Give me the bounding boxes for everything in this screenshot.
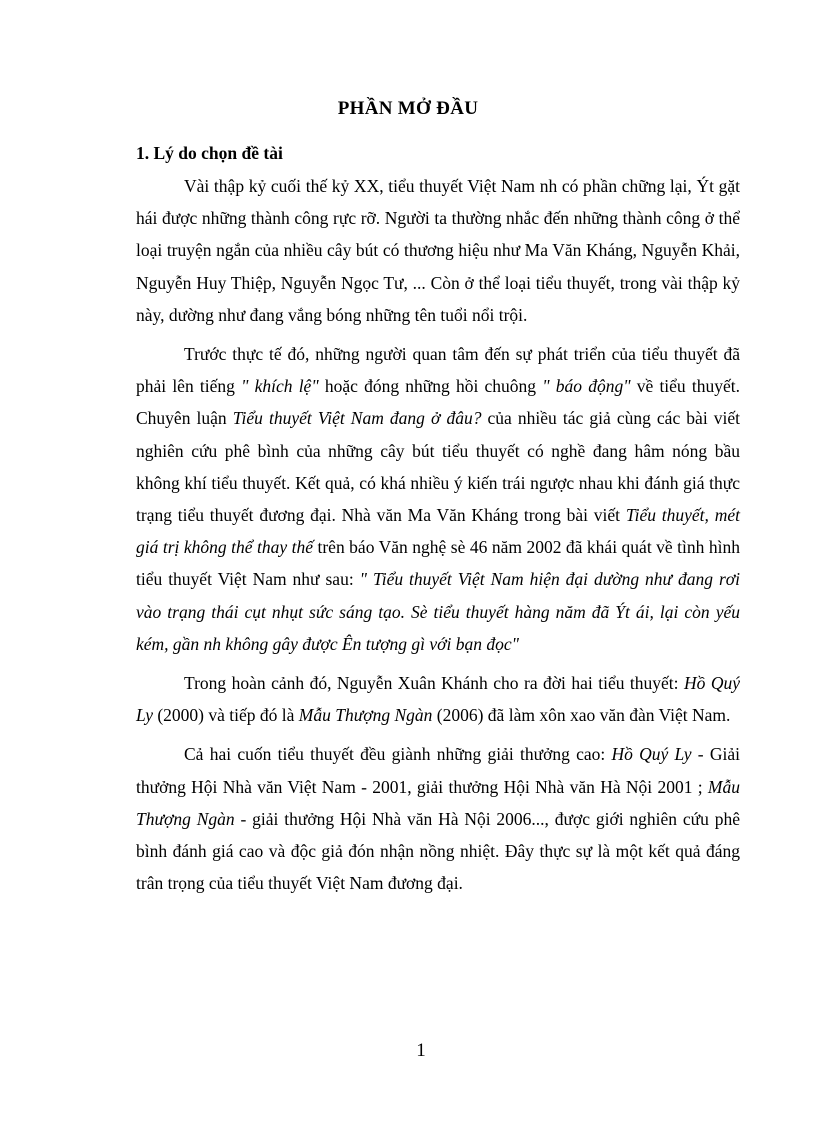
quotation: " Tiểu thuyết Việt Nam hiện đại dường như đang rơi vào trạng thái cụt nhụt sức sáng tạo. Sè tiểu thuyết hàng năm đã Ýt ái, lại còn yếu kém, gần nh không gây được Ên tượng gì với bạn đọc" bbox=[136, 569, 741, 654]
paragraph-2 bbox=[136, 338, 740, 660]
paragraph-2-text: Trước thực tế đó, những người quan tâm đến sự phát triển của tiểu thuyết đã phải lên tiếng bbox=[136, 344, 740, 397]
paragraph-4-text: - giải thưởng Hội Nhà văn Hà Nội 2006..., được giới nghiên cứu phê bình đánh giá cao và độc giả đón nhận nồng nhiệt. Đây thực sự là một kết quả đáng trân trọng của tiểu thuyết Việt Nam đương đại. bbox=[136, 808, 740, 894]
paragraph-3-text: (2000) và tiếp đó là bbox=[152, 705, 299, 726]
paragraph-4-text: - Giải thưởng Hội Nhà văn Việt Nam - 2001, giải thưởng Hội Nhà văn Hà Nội 2001 ; bbox=[136, 744, 740, 797]
paragraph-3-text: Trong hoàn cảnh đó, Nguyễn Xuân Khánh cho ra đời hai tiểu thuyết: bbox=[184, 673, 684, 694]
page-title: PHẦN MỞ ĐẦU bbox=[337, 98, 479, 119]
paragraph-1 bbox=[136, 170, 740, 331]
paragraph-2-text: trên báo Văn nghệ sè 46 năm 2002 đã khái quát về tình hình tiểu thuyết Việt Nam như sau: bbox=[136, 537, 740, 590]
book-title: Hồ Quý Ly bbox=[136, 673, 741, 726]
paragraph-2-text: về tiểu thuyết. Chuyên luận bbox=[136, 376, 740, 429]
paragraph-1-text: Vài thập kỷ cuối thế kỷ XX, tiểu thuyết Việt Nam nh có phần chững lại, Ýt gặt hái được những thành công rực rỡ. Người ta thường nhắc đến những thành công ở thể loại truyện ngắn của nhiều cây bút có thương hiệu như Ma Văn Kháng, Nguyễn Khải, Nguyễn Huy Thiệp, Nguyễn Ngọc Tư, ... Còn ở thể loại tiểu thuyết, trong vài thập kỷ này, dường như đang vắng bóng những tên tuổi nổi trội. bbox=[136, 176, 740, 325]
quote-bao-dong: " báo động" bbox=[542, 376, 631, 397]
body-text bbox=[136, 170, 740, 899]
book-title: Mẫu Thượng Ngàn bbox=[298, 705, 433, 726]
article-title: Tiểu thuyết, mét giá trị không thể thay thế bbox=[136, 505, 740, 558]
paragraph-2-text: hoặc đóng những hồi chuông bbox=[318, 376, 543, 397]
book-title: Mẫu Thượng Ngàn bbox=[136, 776, 740, 829]
paragraph-4-text: Cả hai cuốn tiểu thuyết đều giành những giải thưởng cao: bbox=[184, 744, 612, 765]
page-number: 1 bbox=[416, 1040, 426, 1061]
paragraph-3 bbox=[136, 667, 740, 731]
book-title: Tiểu thuyết Việt Nam đang ở đâu? bbox=[232, 408, 482, 429]
section-heading: 1. Lý do chọn đề tài bbox=[136, 143, 283, 163]
paragraph-4 bbox=[136, 738, 740, 899]
paragraph-3-text: (2006) đã làm xôn xao văn đàn Việt Nam. bbox=[432, 705, 731, 726]
paragraph-2-text: của nhiều tác giả cùng các bài viết nghiên cứu phê bình của những cây bút tiểu thuyết có nghề đang hâm nóng bầu không khí tiểu thuyết. Kết quả, có khá nhiều ý kiến trái ngược nhau khi đánh giá thực trạng tiểu thuyết đương đại. Nhà văn Ma Văn Kháng trong bài viết bbox=[136, 408, 741, 526]
quote-khich-le: " khích lệ" bbox=[241, 376, 319, 397]
book-title: Hồ Quý Ly bbox=[611, 744, 692, 765]
